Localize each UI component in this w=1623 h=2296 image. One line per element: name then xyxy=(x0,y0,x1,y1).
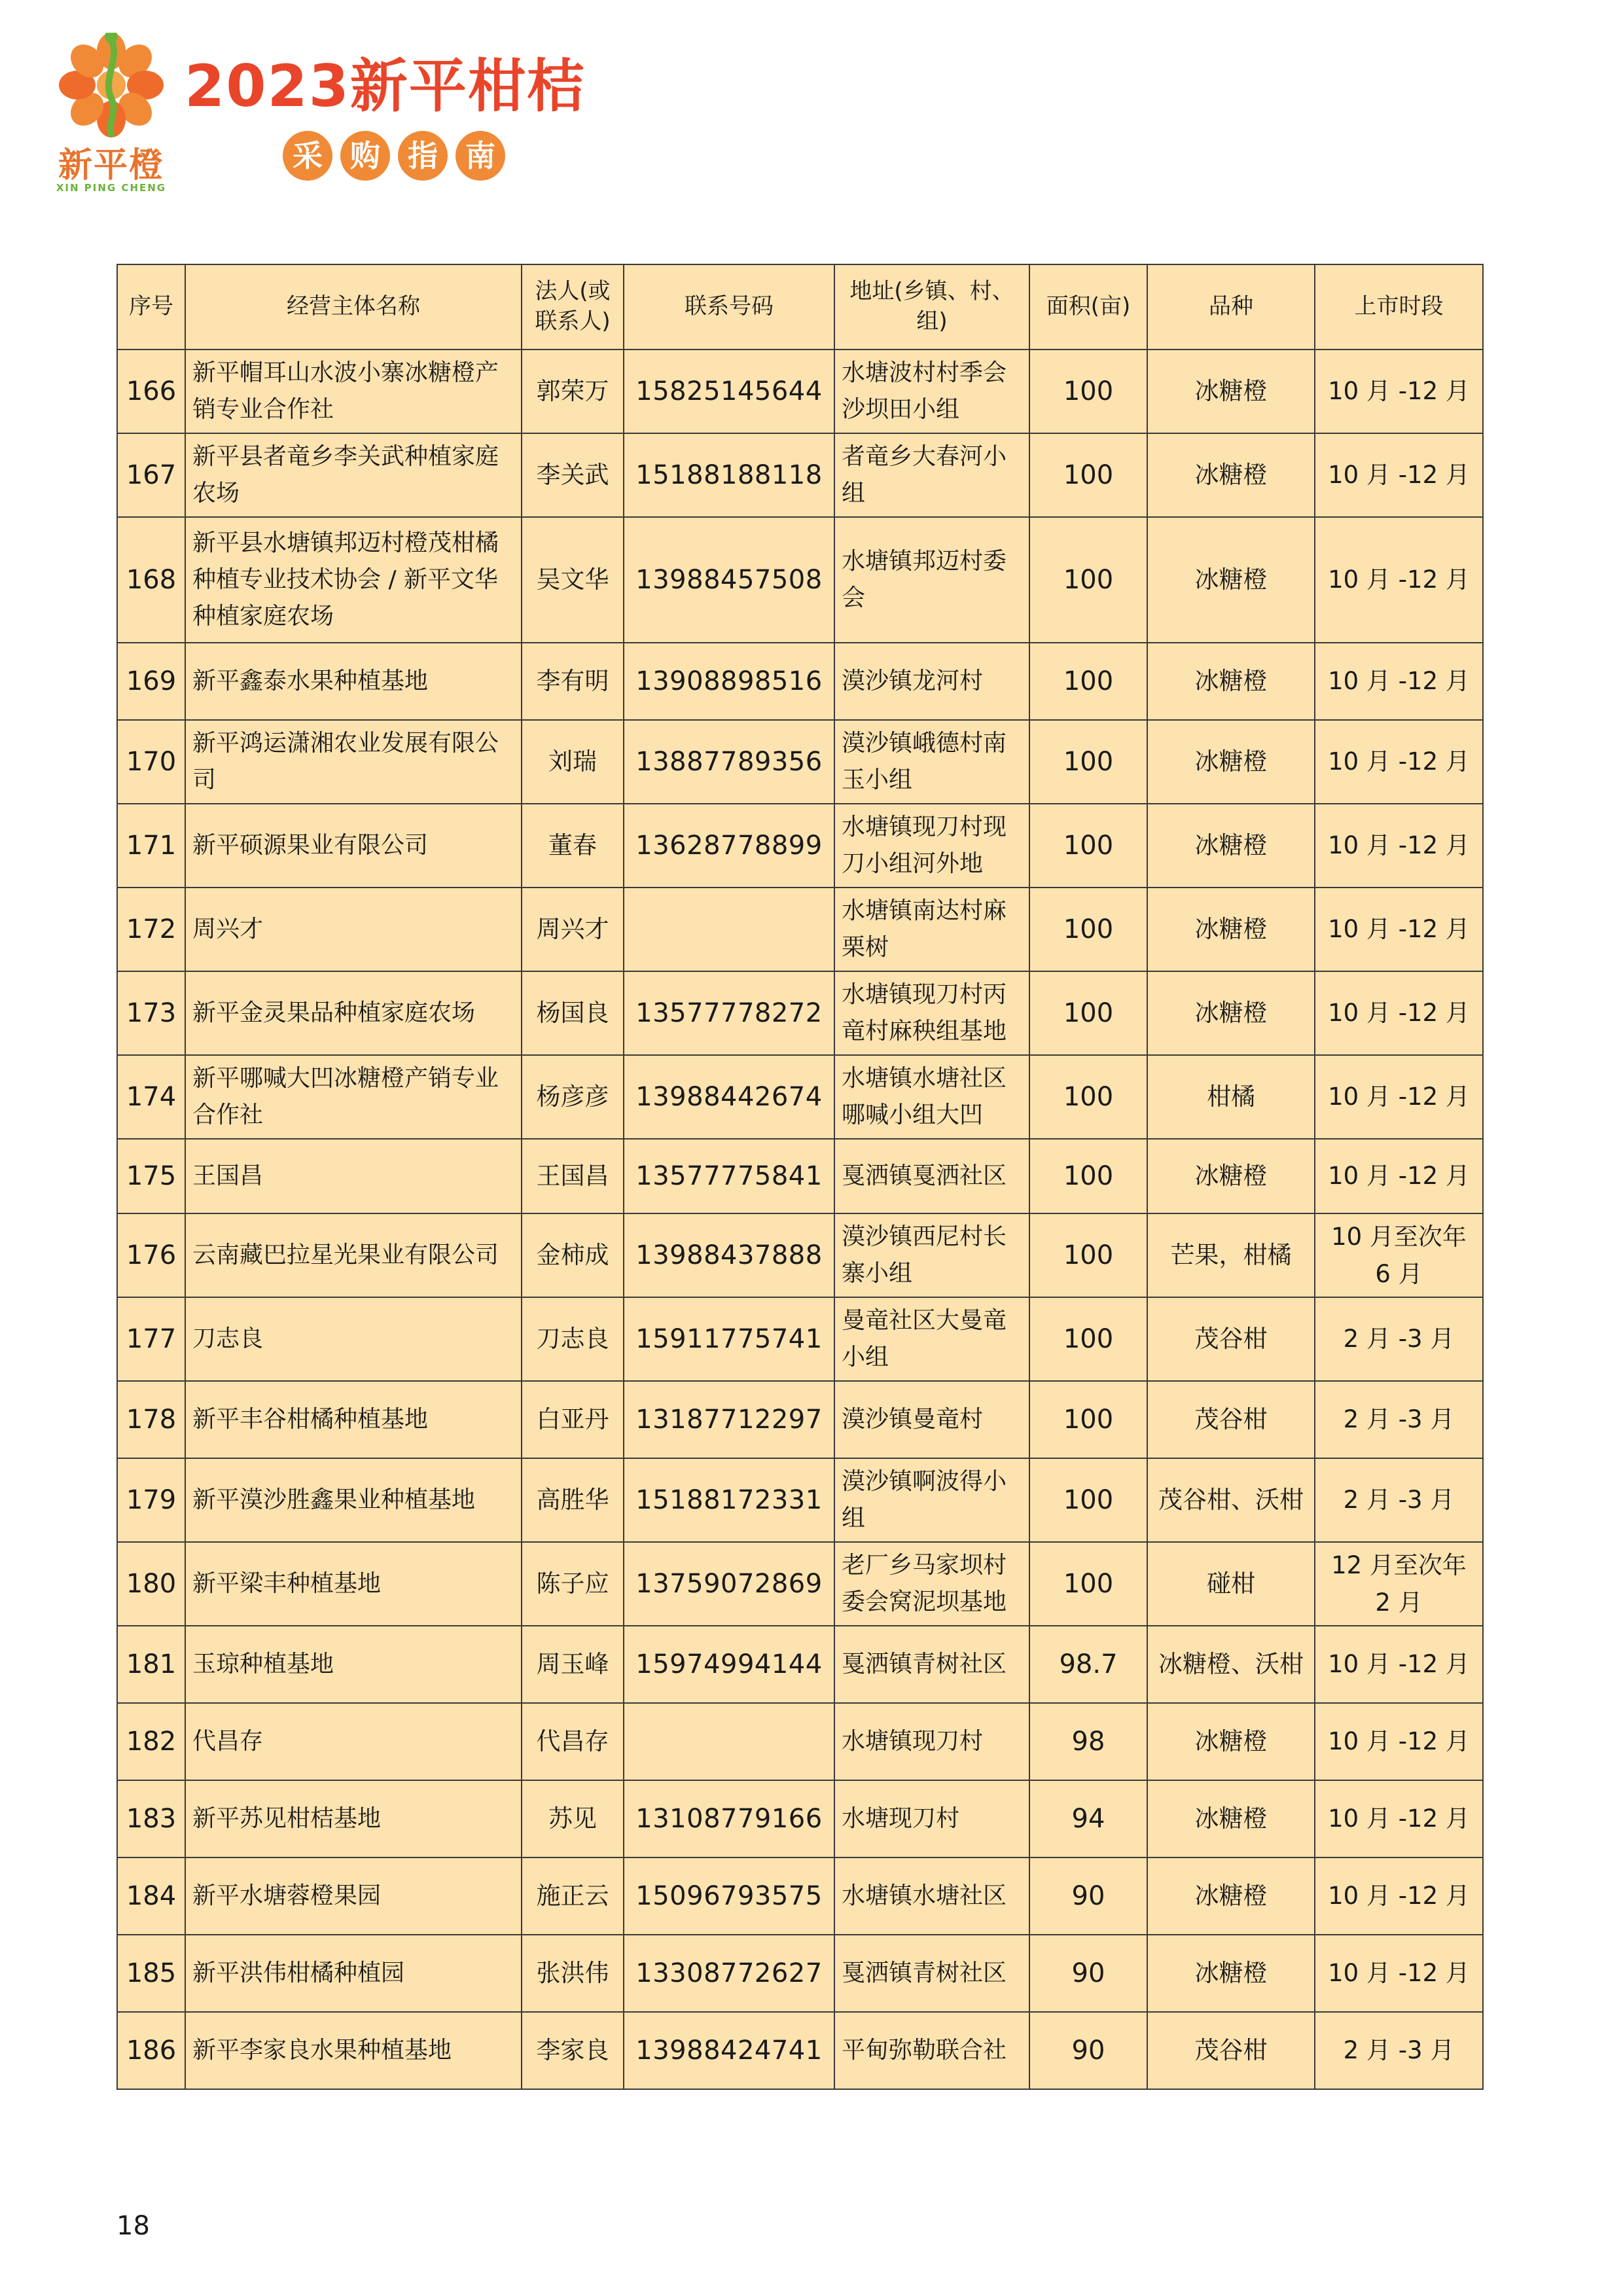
row-number-cell: 183 xyxy=(117,1780,185,1857)
entity-name-cell: 王国昌 xyxy=(185,1139,522,1213)
market-period-cell: 10 月 -12 月 xyxy=(1315,643,1483,720)
contact-person-cell: 刘瑞 xyxy=(522,720,624,804)
area-cell: 100 xyxy=(1029,1542,1147,1626)
market-period-cell: 10 月 -12 月 xyxy=(1315,1626,1483,1703)
market-period-cell: 10 月 -12 月 xyxy=(1315,804,1483,888)
variety-cell: 冰糖橙 xyxy=(1147,1935,1315,2012)
column-header: 法人(或联系人) xyxy=(522,264,624,350)
table-row xyxy=(117,643,1483,720)
area-cell: 100 xyxy=(1029,804,1147,888)
phone-number-cell: 15825145644 xyxy=(624,350,834,433)
market-period-cell: 2 月 -3 月 xyxy=(1315,1297,1483,1381)
variety-cell: 冰糖橙、沃柑 xyxy=(1147,1626,1315,1703)
subtitle-char: 指 xyxy=(398,131,448,181)
contact-person-cell: 董春 xyxy=(522,804,624,888)
row-number-cell: 169 xyxy=(117,643,185,720)
area-cell: 100 xyxy=(1029,971,1147,1055)
row-number-cell: 184 xyxy=(117,1857,185,1935)
supplier-table xyxy=(116,264,1484,2090)
row-number-cell: 177 xyxy=(117,1297,185,1381)
market-period-cell: 2 月 -3 月 xyxy=(1315,1381,1483,1458)
entity-name-cell: 周兴才 xyxy=(185,888,522,971)
entity-name-cell: 新平李家良水果种植基地 xyxy=(185,2012,522,2089)
variety-cell: 茂谷柑、沃柑 xyxy=(1147,1458,1315,1542)
contact-person-cell: 代昌存 xyxy=(522,1703,624,1780)
row-number-cell: 168 xyxy=(117,517,185,643)
table-row xyxy=(117,1542,1483,1626)
address-cell: 水塘镇水塘社区 xyxy=(834,1857,1029,1935)
variety-cell: 茂谷柑 xyxy=(1147,2012,1315,2089)
market-period-cell: 10 月 -12 月 xyxy=(1315,888,1483,971)
entity-name-cell: 新平鑫泰水果种植基地 xyxy=(185,643,522,720)
row-number-cell: 185 xyxy=(117,1935,185,2012)
address-cell: 漠沙镇峨德村南玉小组 xyxy=(834,720,1029,804)
table-row xyxy=(117,1626,1483,1703)
address-cell: 水塘镇南达村麻栗树 xyxy=(834,888,1029,971)
address-cell: 曼竜社区大曼竜小组 xyxy=(834,1297,1029,1381)
market-period-cell: 10 月 -12 月 xyxy=(1315,350,1483,433)
phone-number-cell: 13988457508 xyxy=(624,517,834,643)
phone-number-cell xyxy=(624,888,834,971)
row-number-cell: 173 xyxy=(117,971,185,1055)
address-cell: 漠沙镇西尼村长寨小组 xyxy=(834,1213,1029,1297)
row-number-cell: 181 xyxy=(117,1626,185,1703)
table-row xyxy=(117,350,1483,433)
variety-cell: 冰糖橙 xyxy=(1147,643,1315,720)
entity-name-cell: 新平硕源果业有限公司 xyxy=(185,804,522,888)
entity-name-cell: 新平苏见柑桔基地 xyxy=(185,1780,522,1857)
phone-number-cell xyxy=(624,1703,834,1780)
entity-name-cell: 新平哪喊大凹冰糖橙产销专业合作社 xyxy=(185,1055,522,1139)
variety-cell: 冰糖橙 xyxy=(1147,804,1315,888)
area-cell: 100 xyxy=(1029,720,1147,804)
area-cell: 100 xyxy=(1029,1055,1147,1139)
phone-number-cell: 13187712297 xyxy=(624,1381,834,1458)
market-period-cell: 2 月 -3 月 xyxy=(1315,2012,1483,2089)
table-row xyxy=(117,1857,1483,1935)
address-cell: 漠沙镇啊波得小组 xyxy=(834,1458,1029,1542)
entity-name-cell: 玉琼种植基地 xyxy=(185,1626,522,1703)
row-number-cell: 174 xyxy=(117,1055,185,1139)
logo-subtext: XIN PING CHENG xyxy=(56,182,167,194)
address-cell: 水塘镇现刀村现刀小组河外地 xyxy=(834,804,1029,888)
entity-name-cell: 刀志良 xyxy=(185,1297,522,1381)
variety-cell: 柑橘 xyxy=(1147,1055,1315,1139)
variety-cell: 冰糖橙 xyxy=(1147,350,1315,433)
column-header: 面积(亩) xyxy=(1029,264,1147,350)
entity-name-cell: 新平金灵果品种植家庭农场 xyxy=(185,971,522,1055)
contact-person-cell: 周玉峰 xyxy=(522,1626,624,1703)
table-row xyxy=(117,517,1483,643)
row-number-cell: 180 xyxy=(117,1542,185,1626)
phone-number-cell: 13988442674 xyxy=(624,1055,834,1139)
contact-person-cell: 王国昌 xyxy=(522,1139,624,1213)
address-cell: 老厂乡马家坝村委会窝泥坝基地 xyxy=(834,1542,1029,1626)
row-number-cell: 186 xyxy=(117,2012,185,2089)
contact-person-cell: 金柿成 xyxy=(522,1213,624,1297)
contact-person-cell: 吴文华 xyxy=(522,517,624,643)
market-period-cell: 12 月至次年 2 月 xyxy=(1315,1542,1483,1626)
row-number-cell: 172 xyxy=(117,888,185,971)
row-number-cell: 178 xyxy=(117,1381,185,1458)
market-period-cell: 10 月 -12 月 xyxy=(1315,1780,1483,1857)
contact-person-cell: 郭荣万 xyxy=(522,350,624,433)
row-number-cell: 167 xyxy=(117,433,185,517)
row-number-cell: 170 xyxy=(117,720,185,804)
address-cell: 水塘镇水塘社区哪喊小组大凹 xyxy=(834,1055,1029,1139)
phone-number-cell: 15188188118 xyxy=(624,433,834,517)
row-number-cell: 171 xyxy=(117,804,185,888)
contact-person-cell: 李家良 xyxy=(522,2012,624,2089)
page-number: 18 xyxy=(116,2211,150,2241)
column-header: 上市时段 xyxy=(1315,264,1483,350)
column-header: 序号 xyxy=(117,264,185,350)
entity-name-cell: 代昌存 xyxy=(185,1703,522,1780)
variety-cell: 冰糖橙 xyxy=(1147,1780,1315,1857)
contact-person-cell: 周兴才 xyxy=(522,888,624,971)
variety-cell: 冰糖橙 xyxy=(1147,888,1315,971)
variety-cell: 茂谷柑 xyxy=(1147,1297,1315,1381)
variety-cell: 冰糖橙 xyxy=(1147,971,1315,1055)
entity-name-cell: 新平鸿运潇湘农业发展有限公司 xyxy=(185,720,522,804)
variety-cell: 冰糖橙 xyxy=(1147,433,1315,517)
column-header: 品种 xyxy=(1147,264,1315,350)
entity-name-cell: 新平帽耳山水波小寨冰糖橙产销专业合作社 xyxy=(185,350,522,433)
variety-cell: 茂谷柑 xyxy=(1147,1381,1315,1458)
address-cell: 者竜乡大春河小组 xyxy=(834,433,1029,517)
market-period-cell: 10 月 -12 月 xyxy=(1315,1139,1483,1213)
phone-number-cell: 13577775841 xyxy=(624,1139,834,1213)
address-cell: 水塘波村村季会沙坝田小组 xyxy=(834,350,1029,433)
row-number-cell: 179 xyxy=(117,1458,185,1542)
table-row xyxy=(117,888,1483,971)
contact-person-cell: 陈子应 xyxy=(522,1542,624,1626)
phone-number-cell: 13628778899 xyxy=(624,804,834,888)
subtitle-char: 购 xyxy=(340,131,390,181)
area-cell: 90 xyxy=(1029,1935,1147,2012)
table-row xyxy=(117,1055,1483,1139)
phone-number-cell: 13308772627 xyxy=(624,1935,834,2012)
area-cell: 100 xyxy=(1029,1381,1147,1458)
entity-name-cell: 新平梁丰种植基地 xyxy=(185,1542,522,1626)
contact-person-cell: 李有明 xyxy=(522,643,624,720)
variety-cell: 冰糖橙 xyxy=(1147,1703,1315,1780)
page-title: 2023新平柑桔 xyxy=(185,52,586,120)
entity-name-cell: 新平县者竜乡李关武种植家庭农场 xyxy=(185,433,522,517)
area-cell: 100 xyxy=(1029,1458,1147,1542)
table-row xyxy=(117,1213,1483,1297)
row-number-cell: 176 xyxy=(117,1213,185,1297)
address-cell: 漠沙镇曼竜村 xyxy=(834,1381,1029,1458)
area-cell: 90 xyxy=(1029,1857,1147,1935)
entity-name-cell: 新平漠沙胜鑫果业种植基地 xyxy=(185,1458,522,1542)
address-cell: 漠沙镇龙河村 xyxy=(834,643,1029,720)
contact-person-cell: 杨彦彦 xyxy=(522,1055,624,1139)
contact-person-cell: 刀志良 xyxy=(522,1297,624,1381)
contact-person-cell: 苏见 xyxy=(522,1780,624,1857)
row-number-cell: 166 xyxy=(117,350,185,433)
address-cell: 水塘镇现刀村 xyxy=(834,1703,1029,1780)
area-cell: 100 xyxy=(1029,1213,1147,1297)
subtitle-char: 南 xyxy=(455,131,505,181)
table-row xyxy=(117,1780,1483,1857)
phone-number-cell: 15974994144 xyxy=(624,1626,834,1703)
area-cell: 100 xyxy=(1029,350,1147,433)
entity-name-cell: 新平水塘蓉橙果园 xyxy=(185,1857,522,1935)
table-row xyxy=(117,1458,1483,1542)
area-cell: 98 xyxy=(1029,1703,1147,1780)
phone-number-cell: 13577778272 xyxy=(624,971,834,1055)
phone-number-cell: 15911775741 xyxy=(624,1297,834,1381)
row-number-cell: 175 xyxy=(117,1139,185,1213)
area-cell: 100 xyxy=(1029,433,1147,517)
entity-name-cell: 新平洪伟柑橘种植园 xyxy=(185,1935,522,2012)
phone-number-cell: 13759072869 xyxy=(624,1542,834,1626)
address-cell: 戛洒镇青树社区 xyxy=(834,1935,1029,2012)
variety-cell: 冰糖橙 xyxy=(1147,720,1315,804)
entity-name-cell: 云南藏巴拉星光果业有限公司 xyxy=(185,1213,522,1297)
market-period-cell: 10 月 -12 月 xyxy=(1315,720,1483,804)
variety-cell: 冰糖橙 xyxy=(1147,517,1315,643)
area-cell: 100 xyxy=(1029,1297,1147,1381)
address-cell: 平甸弥勒联合社 xyxy=(834,2012,1029,2089)
phone-number-cell: 13988424741 xyxy=(624,2012,834,2089)
market-period-cell: 10 月 -12 月 xyxy=(1315,517,1483,643)
phone-number-cell: 13908898516 xyxy=(624,643,834,720)
area-cell: 98.7 xyxy=(1029,1626,1147,1703)
table-row xyxy=(117,1297,1483,1381)
market-period-cell: 10 月 -12 月 xyxy=(1315,1703,1483,1780)
column-header: 地址(乡镇、村、组) xyxy=(834,264,1029,350)
entity-name-cell: 新平丰谷柑橘种植基地 xyxy=(185,1381,522,1458)
area-cell: 90 xyxy=(1029,2012,1147,2089)
market-period-cell: 10 月 -12 月 xyxy=(1315,1935,1483,2012)
area-cell: 94 xyxy=(1029,1780,1147,1857)
table-row xyxy=(117,1703,1483,1780)
row-number-cell: 182 xyxy=(117,1703,185,1780)
table-row xyxy=(117,804,1483,888)
address-cell: 水塘现刀村 xyxy=(834,1780,1029,1857)
area-cell: 100 xyxy=(1029,643,1147,720)
table-row xyxy=(117,720,1483,804)
contact-person-cell: 白亚丹 xyxy=(522,1381,624,1458)
address-cell: 水塘镇邦迈村委会 xyxy=(834,517,1029,643)
table-row xyxy=(117,971,1483,1055)
orange-flower-icon xyxy=(46,33,177,141)
contact-person-cell: 杨国良 xyxy=(522,971,624,1055)
area-cell: 100 xyxy=(1029,888,1147,971)
contact-person-cell: 施正云 xyxy=(522,1857,624,1935)
variety-cell: 冰糖橙 xyxy=(1147,1139,1315,1213)
area-cell: 100 xyxy=(1029,517,1147,643)
table-row xyxy=(117,433,1483,517)
market-period-cell: 10 月 -12 月 xyxy=(1315,1857,1483,1935)
area-cell: 100 xyxy=(1029,1139,1147,1213)
column-header: 联系号码 xyxy=(624,264,834,350)
variety-cell: 碰柑 xyxy=(1147,1542,1315,1626)
market-period-cell: 10 月 -12 月 xyxy=(1315,971,1483,1055)
variety-cell: 冰糖橙 xyxy=(1147,1857,1315,1935)
logo-text: 新平橙 xyxy=(58,146,164,185)
phone-number-cell: 13108779166 xyxy=(624,1780,834,1857)
table-row xyxy=(117,1139,1483,1213)
table-row xyxy=(117,2012,1483,2089)
phone-number-cell: 15188172331 xyxy=(624,1458,834,1542)
table-row xyxy=(117,1381,1483,1458)
phone-number-cell: 15096793575 xyxy=(624,1857,834,1935)
table-header-row xyxy=(117,264,1483,350)
address-cell: 戛洒镇青树社区 xyxy=(834,1626,1029,1703)
market-period-cell: 2 月 -3 月 xyxy=(1315,1458,1483,1542)
address-cell: 水塘镇现刀村丙竜村麻秧组基地 xyxy=(834,971,1029,1055)
entity-name-cell: 新平县水塘镇邦迈村橙茂柑橘种植专业技术协会 / 新平文华种植家庭农场 xyxy=(185,517,522,643)
contact-person-cell: 张洪伟 xyxy=(522,1935,624,2012)
market-period-cell: 10 月至次年 6 月 xyxy=(1315,1213,1483,1297)
market-period-cell: 10 月 -12 月 xyxy=(1315,433,1483,517)
phone-number-cell: 13887789356 xyxy=(624,720,834,804)
subtitle-char: 采 xyxy=(283,131,332,181)
market-period-cell: 10 月 -12 月 xyxy=(1315,1055,1483,1139)
contact-person-cell: 李关武 xyxy=(522,433,624,517)
table-row xyxy=(117,1935,1483,2012)
address-cell: 戛洒镇戛洒社区 xyxy=(834,1139,1029,1213)
column-header: 经营主体名称 xyxy=(185,264,522,350)
logo xyxy=(46,33,177,203)
contact-person-cell: 高胜华 xyxy=(522,1458,624,1542)
phone-number-cell: 13988437888 xyxy=(624,1213,834,1297)
subtitle xyxy=(283,131,505,181)
variety-cell: 芒果，柑橘 xyxy=(1147,1213,1315,1297)
